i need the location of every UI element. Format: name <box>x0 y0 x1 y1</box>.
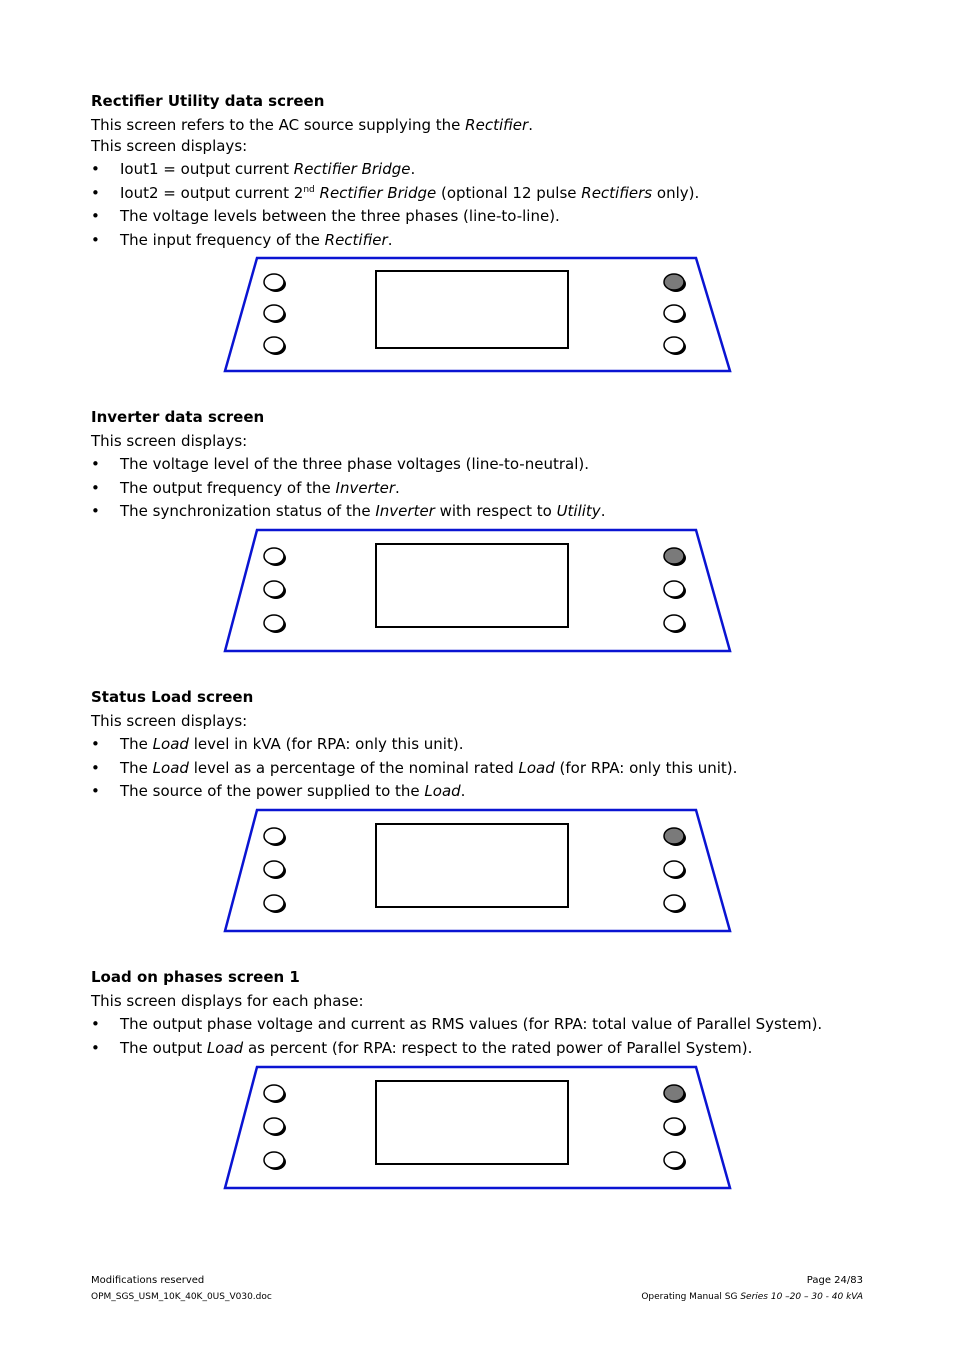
text-run: The <box>120 758 153 777</box>
text-run: The synchronization status of the <box>120 502 376 520</box>
footer-notice: Modifications reserved <box>91 1275 205 1286</box>
text-run: The input frequency of the <box>120 230 325 249</box>
right-button-3[interactable] <box>664 1152 686 1170</box>
right-button-3[interactable] <box>664 337 686 355</box>
section-load-on-phases <box>91 967 871 1060</box>
lcd-display <box>376 544 568 627</box>
bullet-item <box>91 500 871 524</box>
right-button-2[interactable] <box>664 305 686 323</box>
text-run: Rectifier Bridge <box>319 183 437 202</box>
control-panel-diagram <box>222 1065 734 1190</box>
section-intro <box>91 115 871 157</box>
text-run: Rectifier <box>465 116 529 134</box>
bullet-list <box>91 453 871 524</box>
text-run: This screen displays: <box>91 137 248 155</box>
text-run: nd <box>303 184 315 195</box>
text-run: The voltage levels between the three phases (line-to-line). <box>120 207 560 225</box>
right-button-2[interactable] <box>664 581 686 599</box>
text-run: (for RPA: only this unit). <box>554 758 738 777</box>
text-run: This screen displays for each phase: <box>91 992 364 1010</box>
text-run: The output frequency of the <box>120 478 336 497</box>
control-panel-diagram <box>222 808 734 933</box>
bullet-list <box>91 1013 871 1060</box>
control-panel-diagram <box>222 256 734 373</box>
right-button-2[interactable] <box>664 861 686 879</box>
text-run: Inverter <box>335 478 396 497</box>
bullet-item <box>91 477 871 501</box>
bullet-item <box>91 780 871 804</box>
text-run: . <box>460 782 466 800</box>
text-run: (optional 12 pulse <box>436 183 582 202</box>
bullet-item <box>91 757 871 781</box>
bullet-item <box>91 229 871 253</box>
footer-right <box>641 1273 863 1305</box>
right-button-3[interactable] <box>664 895 686 913</box>
panel-svg <box>222 256 734 373</box>
text-run: with respect to <box>434 502 557 520</box>
intro-line <box>91 711 871 732</box>
text-run: The source of the power supplied to the <box>120 782 425 800</box>
left-button-3[interactable] <box>264 337 286 355</box>
text-run: Iout2 = output current 2 <box>120 183 304 202</box>
lcd-display <box>376 271 568 348</box>
lcd-display <box>376 824 568 907</box>
bullet-item <box>91 205 871 229</box>
left-button-3[interactable] <box>264 895 286 913</box>
panel-svg <box>222 808 734 933</box>
text-run: The output phase voltage and current as RMS values (for RPA: total value of Parallel System). <box>120 1015 823 1033</box>
section-heading: Inverter data screen <box>91 408 265 426</box>
right-button-3[interactable] <box>664 615 686 633</box>
text-run: only). <box>652 183 700 202</box>
section-heading: Load on phases screen 1 <box>91 968 300 986</box>
text-run: level as a percentage of the nominal rated <box>188 758 519 777</box>
section-intro <box>91 991 871 1012</box>
intro-line <box>91 136 871 157</box>
text-run: . <box>387 230 393 249</box>
left-button-1[interactable] <box>264 274 286 292</box>
bullet-list <box>91 158 871 252</box>
left-button-3[interactable] <box>264 615 286 633</box>
text-run: . <box>410 160 416 178</box>
lcd-display <box>376 1081 568 1164</box>
text-run: . <box>528 116 533 134</box>
manual-title-series: Series 10 –20 – 30 - 40 kVA <box>740 1292 863 1302</box>
text-run: Iout1 = output current <box>120 160 294 178</box>
bullet-item <box>91 733 871 757</box>
text-run: The voltage level of the three phase voltages (line-to-neutral). <box>120 455 589 473</box>
panel-svg <box>222 1065 734 1190</box>
text-run: The <box>120 735 153 753</box>
control-panel-diagram <box>222 528 734 653</box>
right-button-1[interactable] <box>664 548 686 566</box>
section-heading: Rectifier Utility data screen <box>91 92 325 110</box>
bullet-list <box>91 733 871 804</box>
left-button-2[interactable] <box>264 1118 286 1136</box>
text-run: as percent (for RPA: respect to the rated power of Parallel System). <box>243 1038 753 1057</box>
panel-svg <box>222 528 734 653</box>
left-button-2[interactable] <box>264 861 286 879</box>
bullet-item <box>91 182 871 206</box>
section-status-load <box>91 687 871 804</box>
left-button-1[interactable] <box>264 548 286 566</box>
manual-title-prefix: Operating Manual SG <box>641 1292 741 1302</box>
text-run: Load <box>152 758 189 777</box>
right-button-1[interactable] <box>664 274 686 292</box>
section-intro <box>91 711 871 732</box>
text-run: This screen displays: <box>91 432 248 450</box>
section-intro <box>91 431 871 452</box>
intro-line <box>91 115 871 136</box>
bullet-item <box>91 158 871 182</box>
left-button-3[interactable] <box>264 1152 286 1170</box>
left-button-1[interactable] <box>264 1085 286 1103</box>
text-run: Load <box>152 735 189 753</box>
intro-line <box>91 991 871 1012</box>
text-run: Load <box>206 1038 244 1057</box>
section-heading: Status Load screen <box>91 688 254 706</box>
text-run: . <box>395 478 400 497</box>
section-rectifier-utility <box>91 91 871 252</box>
right-button-1[interactable] <box>664 828 686 846</box>
text-run: . <box>600 502 606 520</box>
right-button-1[interactable] <box>664 1085 686 1103</box>
text-run: Load <box>424 782 461 800</box>
text-run: Rectifier <box>324 230 388 249</box>
text-run: Load <box>518 758 555 777</box>
section-inverter-data <box>91 407 871 524</box>
left-button-2[interactable] <box>264 305 286 323</box>
text-run: Rectifier Bridge <box>293 160 411 178</box>
bullet-item <box>91 453 871 477</box>
footer-left <box>91 1273 272 1305</box>
text-run: level in kVA (for RPA: only this unit). <box>188 735 464 753</box>
text-run: The output <box>120 1038 207 1057</box>
bullet-item <box>91 1013 871 1037</box>
intro-line <box>91 431 871 452</box>
text-run: Inverter <box>375 502 435 520</box>
manual-title <box>641 1289 863 1305</box>
text-run: Rectifiers <box>581 183 653 202</box>
page-number: Page 24/83 <box>806 1275 863 1286</box>
text-run: This screen refers to the AC source supplying the <box>91 116 466 134</box>
text-run: This screen displays: <box>91 712 248 730</box>
left-button-1[interactable] <box>264 828 286 846</box>
footer-filename: OPM_SGS_USM_10K_40K_0US_V030.doc <box>91 1292 272 1302</box>
left-button-2[interactable] <box>264 581 286 599</box>
text-run: Utility <box>556 502 601 520</box>
right-button-2[interactable] <box>664 1118 686 1136</box>
bullet-item <box>91 1037 871 1061</box>
